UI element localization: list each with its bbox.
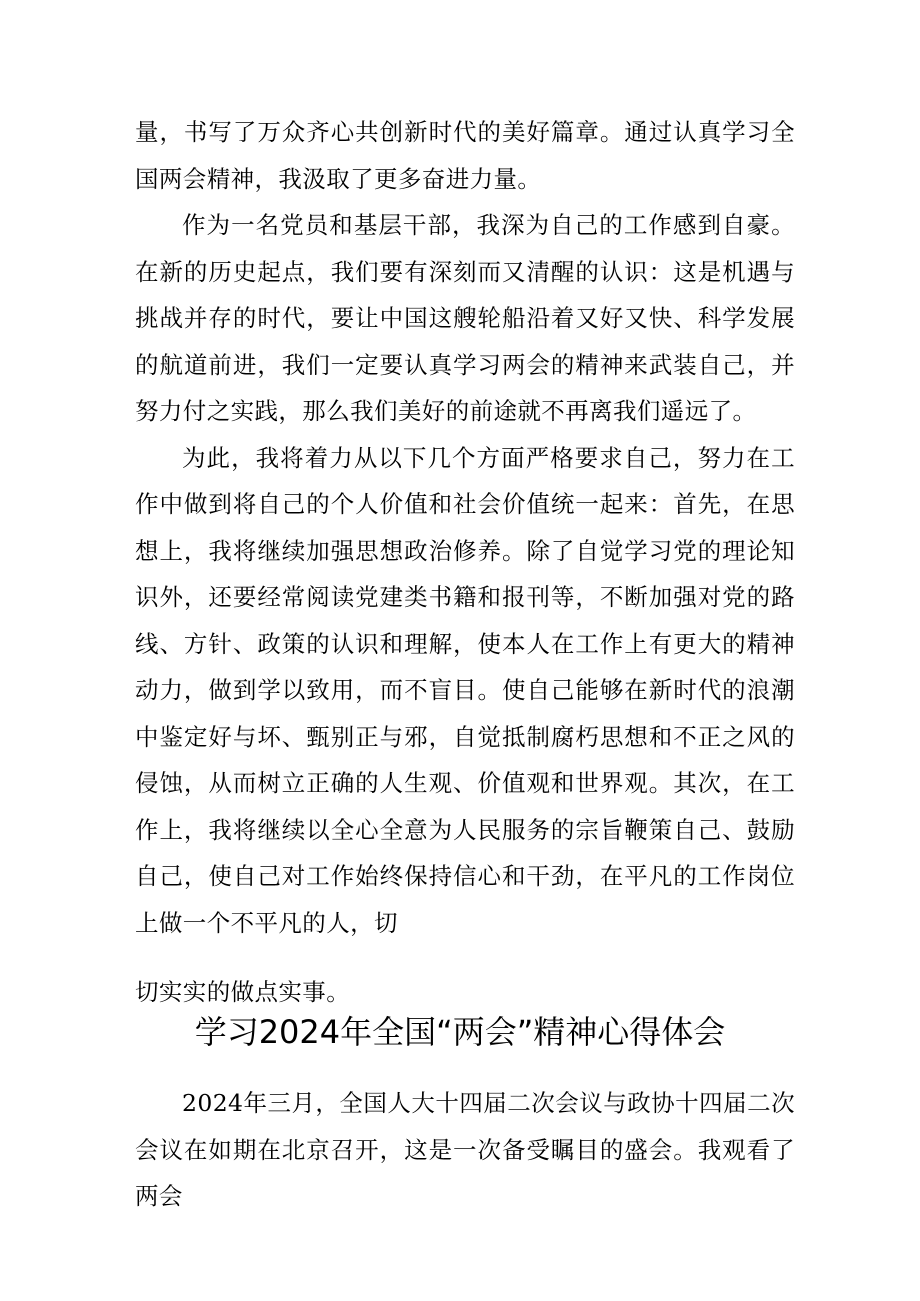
body-text-top-tail (135, 969, 795, 1016)
paragraph-2: 作为一名党员和基层干部，我深为自己的工作感到自豪。在新的历史起点，我们要有深刻而又清醒的认识：这是机遇与挑战并存的时代，要让中国这艘轮船沿着又好又快、科学发展的航道前进，我们一定要认真学习两会的精神来武装自己，并努力付之实践，那么我们美好的前途就不再离我们遥远了。 (135, 211, 795, 425)
paragraph-1: 量，书写了万众齐心共创新时代的美好篇章。通过认真学习全国两会精神，我汲取了更多奋进力量。 (135, 118, 795, 193)
body-text-top (135, 109, 795, 946)
section-heading: 学习2024年全国“两会”精神心得体会 (194, 1013, 726, 1051)
paragraph-3: 为此，我将着力从以下几个方面严格要求自己，努力在工作中做到将自己的个人价值和社会价值统一起来：首先，在思想上，我将继续加强思想政治修养。除了自觉学习党的理论知识外，还要经常阅读党建类书籍和报刊等，不断加强对党的路线、方针、政策的认识和理解，使本人在工作上有更大的精神动力，做到学以致用，而不盲目。使自己能够在新时代的浪潮中鉴定好与坏、甄别正与邪，自觉抵制腐朽思想和不正之风的侵蚀，从而树立正确的人生观、价值观和世界观。其次，在工作上，我将继续以全心全意为人民服务的宗旨鞭策自己、鼓励自己，使自己对工作始终保持信心和干劲，在平凡的工作岗位上做一个不平凡的人，切 (135, 443, 795, 937)
body-text-bottom (135, 1080, 795, 1220)
paragraph-3-last-line: 切实实的做点实事。 (135, 978, 351, 1006)
paragraph-4: 2024年三月，全国人大十四届二次会议与政协十四届二次会议在如期在北京召开，这是一次备受瞩目的盛会。我观看了两会 (135, 1089, 795, 1210)
